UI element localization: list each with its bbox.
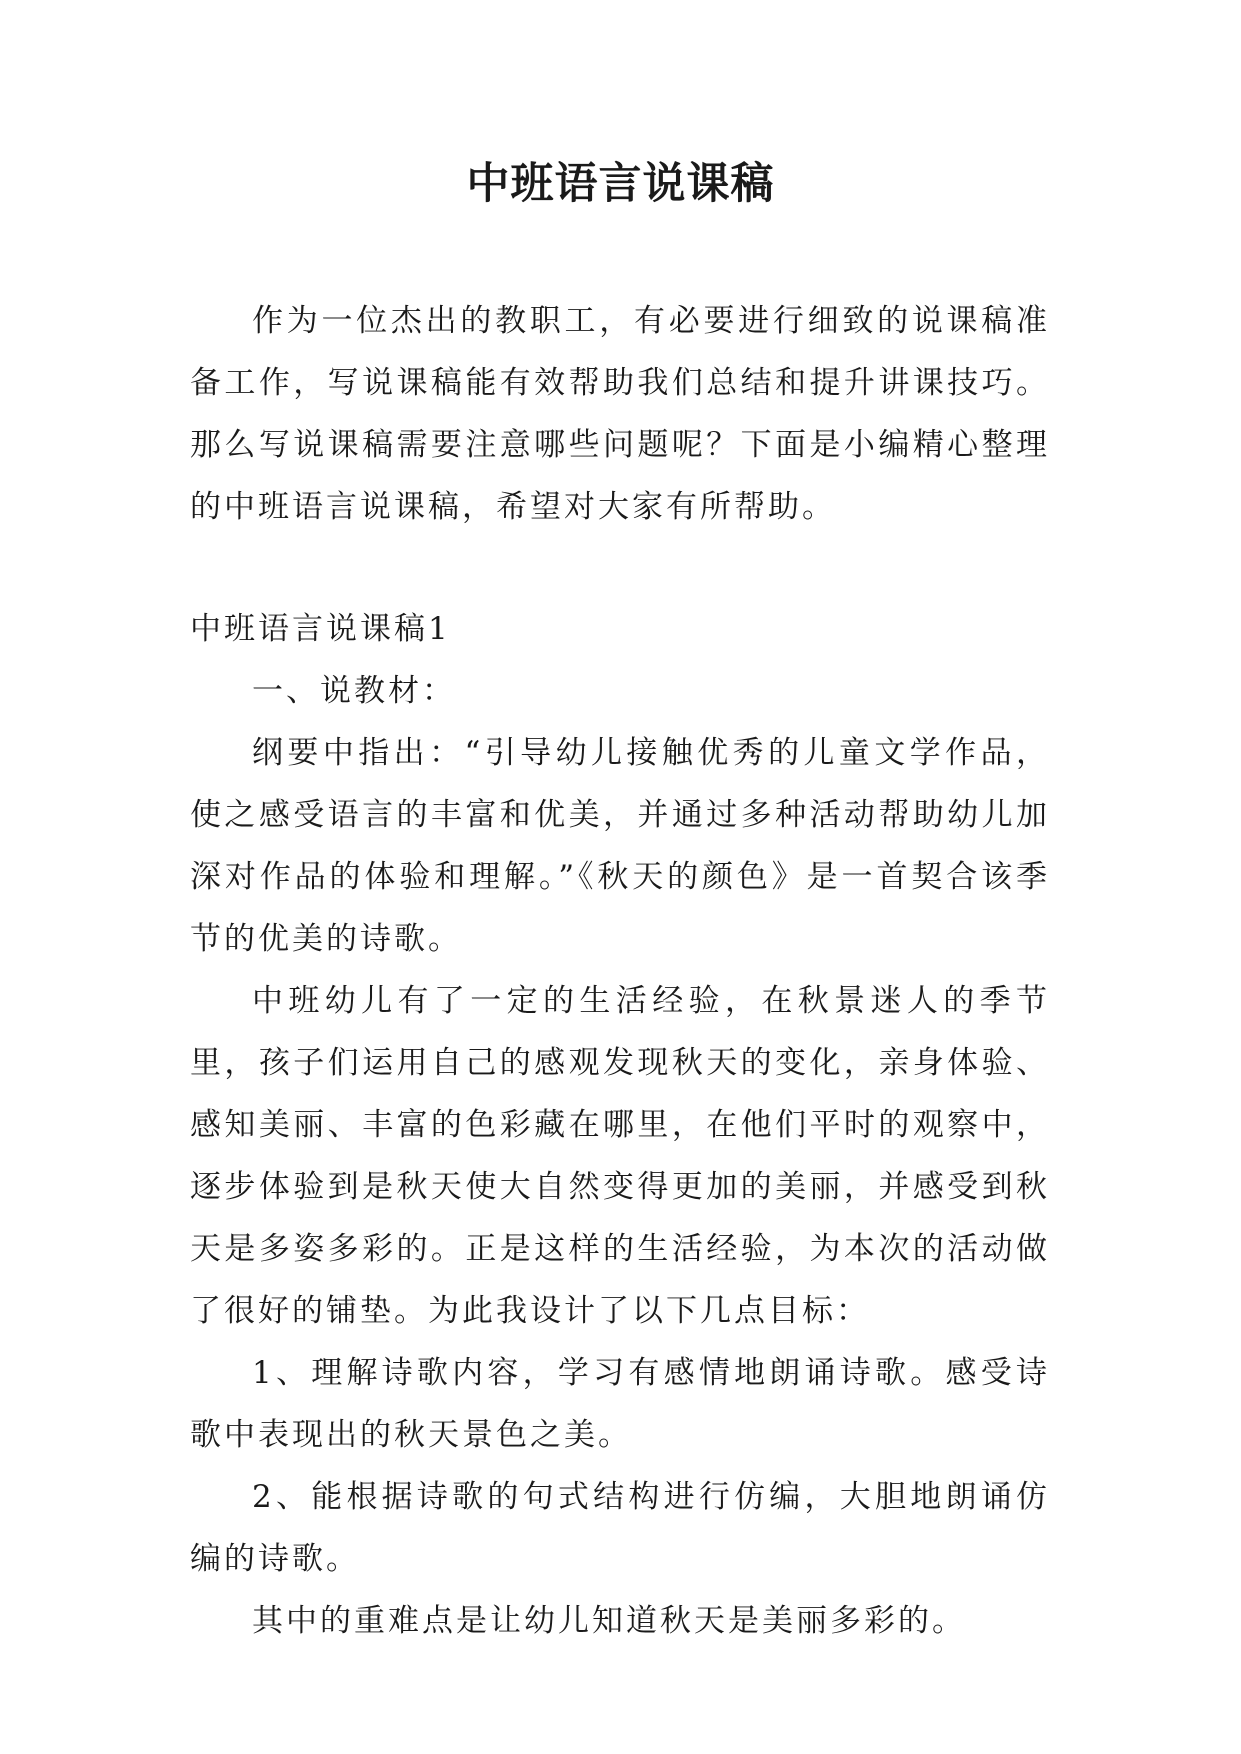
paragraph-child-experience: 中班幼儿有了一定的生活经验，在秋景迷人的季节里，孩子们运用自己的感观发现秋天的变化，亲身体验、感知美丽、丰富的色彩藏在哪里，在他们平时的观察中，逐步体验到是秋天使大自然变得更加的美丽，并感受到秋天是多姿多彩的。正是这样的生活经验，为本次的活动做了很好的铺垫。为此我设计了以下几点目标： <box>190 983 1050 1329</box>
document-title: 中班语言说课稿 <box>466 159 775 209</box>
document-body <box>190 290 1050 1652</box>
section-heading: 中班语言说课稿1 <box>190 611 451 647</box>
subheading: 一、说教材： <box>252 673 456 709</box>
paragraph-outline-quote: 纲要中指出：“引导幼儿接触优秀的儿童文学作品，使之感受语言的丰富和优美，并通过多种活动帮助幼儿加深对作品的体验和理解。”《秋天的颜色》是一首契合该季节的优美的诗歌。 <box>190 735 1050 957</box>
goal-item-2: 2、能根据诗歌的句式结构进行仿编，大胆地朗诵仿编的诗歌。 <box>190 1479 1050 1577</box>
intro-paragraph: 作为一位杰出的教职工，有必要进行细致的说课稿准备工作，写说课稿能有效帮助我们总结和提升讲课技巧。那么写说课稿需要注意哪些问题呢？下面是小编精心整理的中班语言说课稿，希望对大家有所帮助。 <box>190 303 1050 525</box>
key-difficulty-paragraph: 其中的重难点是让幼儿知道秋天是美丽多彩的。 <box>252 1603 966 1639</box>
goal-item-1: 1、理解诗歌内容，学习有感情地朗诵诗歌。感受诗歌中表现出的秋天景色之美。 <box>190 1355 1050 1453</box>
